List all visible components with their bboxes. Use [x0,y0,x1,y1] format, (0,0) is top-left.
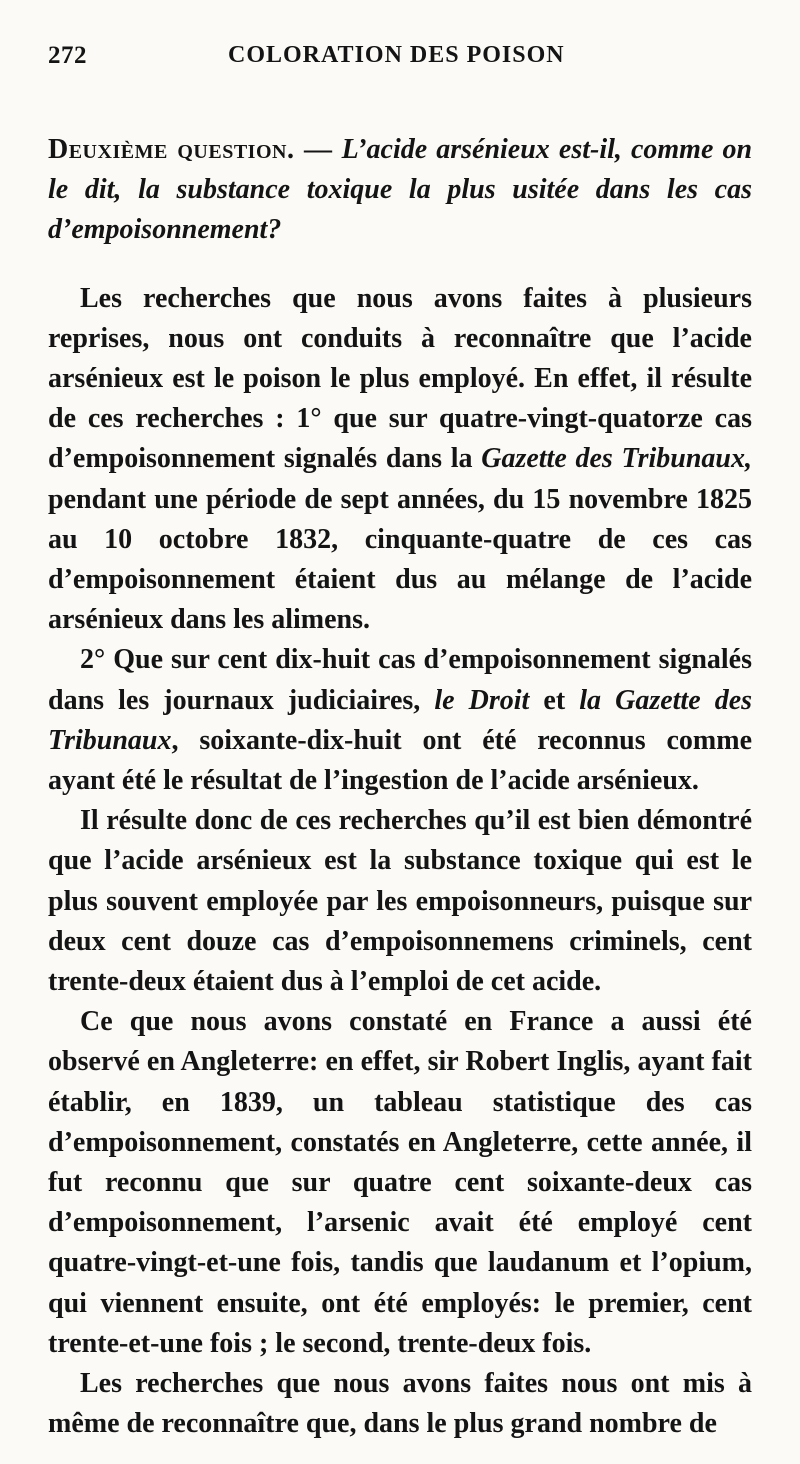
paragraph-2 [48,640,752,801]
question-label: Deuxième question. — [48,134,333,165]
gazette-tribunaux-reference: la Gazette des Tribunaux [48,684,753,756]
page-number: 272 [48,42,87,69]
question-text: L’acide arsénieux est-il, comme on le dit, la substance toxique la plus usitée dans les cas d’empoisonnement? [48,134,753,246]
paragraph-2-and: et [543,684,566,716]
page-header [48,38,752,84]
paragraph-5: Les recherches que nous avons faites nous ont mis à même de reconnaître que, dans le plus grand nombre de [48,1368,752,1440]
question-heading [48,130,752,251]
running-title: COLORATION DES POISON [228,42,565,68]
droit-reference: le Droit [434,684,530,716]
paragraph-2-end: , soixante-dix-huit ont été reconnus comme ayant été le résultat de l’ingestion de l’acide arsénieux. [48,724,752,797]
paragraph-1-end: pendant une période de sept années, du 15 novembre 1825 au 10 octobre 1832, cinquante-quatre de ces cas d’empoisonnement étaient dus au mélange de l’acide arsénieux dans les alimens. [48,483,752,636]
page-body [48,130,752,1445]
paragraph-2-start: 2° Que sur cent dix-huit cas d’empoisonnement signalés dans les journaux judiciaires, [48,644,752,716]
gazette-reference: Gazette des Tribunaux, [481,443,752,475]
paragraph-4: Ce que nous avons constaté en France a aussi été observé en Angleterre: en effet, sir Robert Inglis, ayant fait établir, en 1839, un tableau statistique des cas d’empoisonnement, constatés en Angleterre, cette année, il fut reconnu que sur quatre cent soixante-deux cas d’empoisonnement, l’arsenic avait été employé cent quatre-vingt-et-une fois, tandis que laudanum et l’opium, qui viennent ensuite, ont été employés: le premier, cent trente-et-une fois ; le second, trente-deux fois. [48,1006,752,1359]
paragraph-1-text: Les recherches que nous avons faites à plusieurs reprises, nous ont conduits à reconnaître que l’acide arsénieux est le poison le plus employé. En effet, il résulte de ces recherches : 1° que sur quatre-vingt-quatorze cas d’empoisonnement signalés dans la [48,282,752,475]
paragraph-3: Il résulte donc de ces recherches qu’il est bien démontré que l’acide arsénieux est la substance toxique qui est le plus souvent employée par les empoisonneurs, puisque sur deux cent douze cas d’empoisonnemens criminels, cent trente-deux étaient dus à l’emploi de cet acide. [48,805,752,998]
paragraph-1 [48,279,752,641]
